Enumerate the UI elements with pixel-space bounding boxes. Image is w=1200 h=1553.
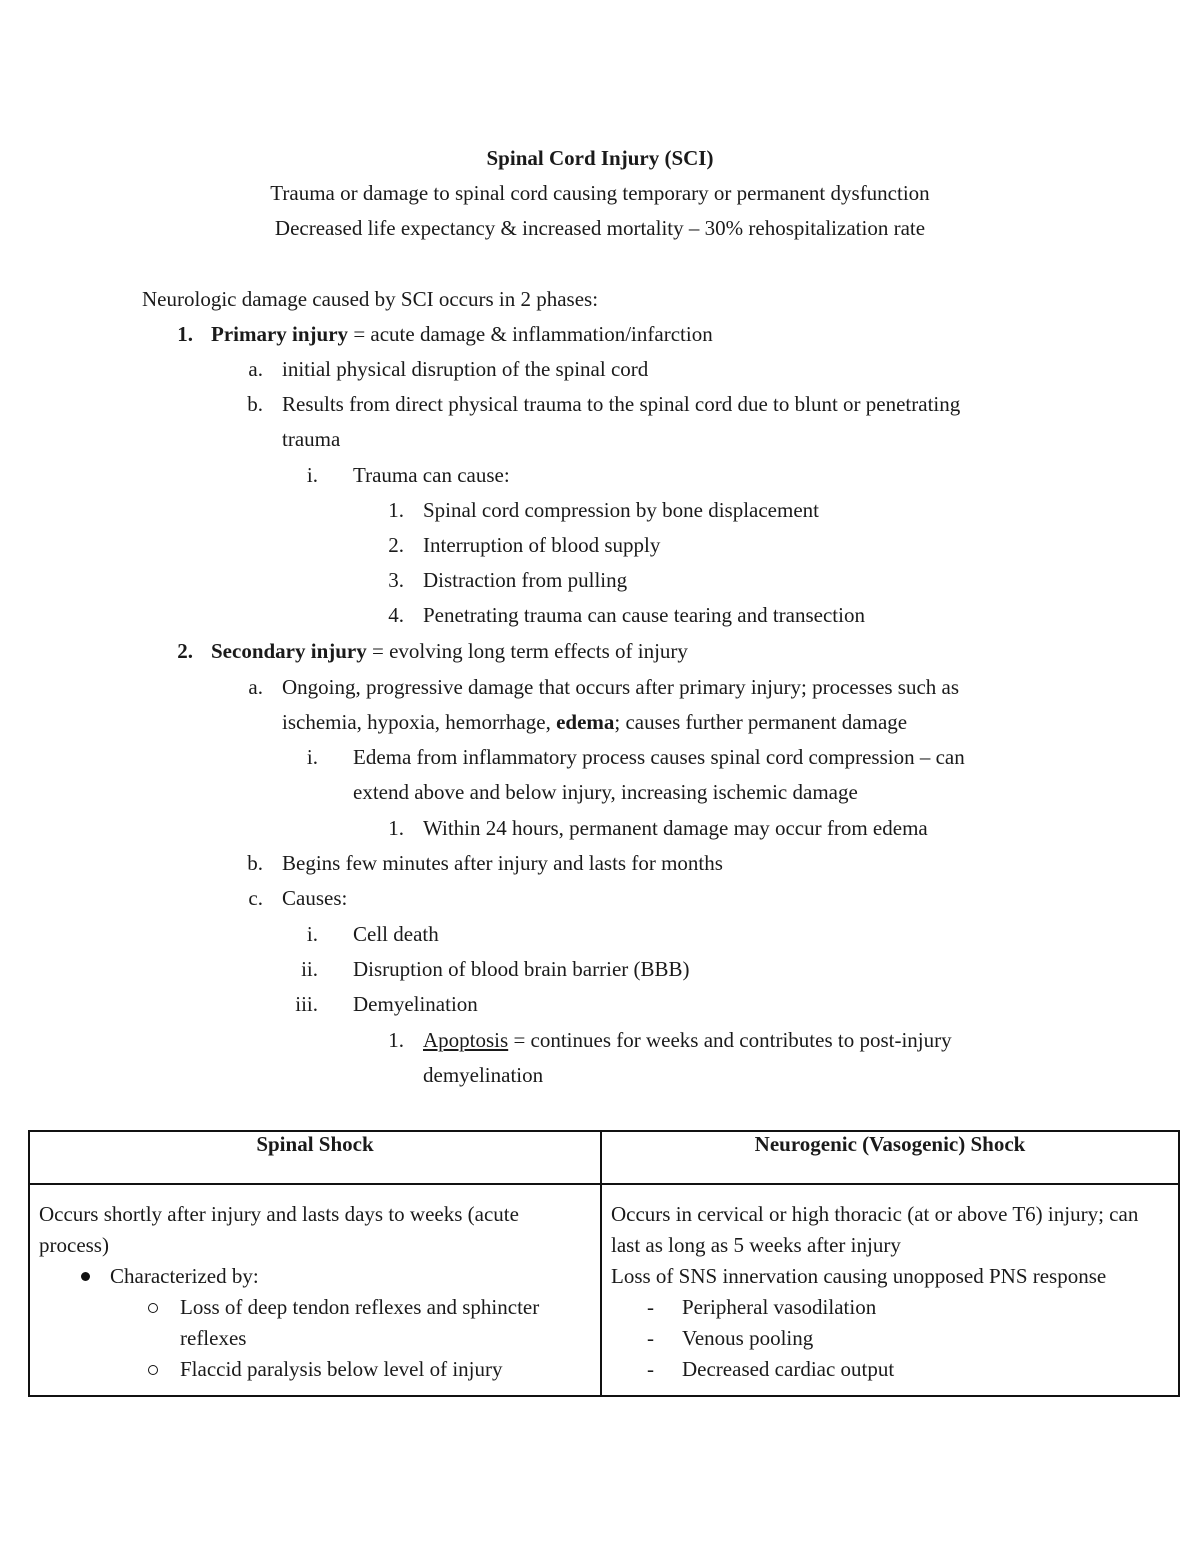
spinal-shock-cell	[29, 1184, 601, 1396]
list-item: Edema from inflammatory process causes spinal cord compression – can	[353, 745, 965, 769]
list-marker: i.	[306, 745, 318, 769]
list-marker: b.	[247, 392, 263, 416]
dash-icon: -	[647, 1357, 654, 1381]
dash-item-text: Decreased cardiac output	[682, 1357, 895, 1381]
table-row	[29, 1184, 1179, 1396]
edema-term: edema	[556, 710, 615, 734]
secondary-injury-term: Secondary injury	[211, 639, 367, 663]
list-item-continued: trauma	[282, 427, 341, 451]
list-marker: a.	[248, 675, 263, 699]
list-item-continued	[282, 708, 907, 736]
list-item: initial physical disruption of the spinal cord	[282, 357, 649, 381]
list-item: Penetrating trauma can cause tearing and transection	[423, 603, 865, 627]
dash-item	[611, 1354, 1170, 1385]
cell-text: process)	[39, 1233, 109, 1257]
list-item	[423, 1026, 952, 1054]
primary-injury-term: Primary injury	[211, 322, 349, 346]
edema-post: ; causes further permanent damage	[614, 710, 908, 734]
sub-bullet-item	[39, 1354, 592, 1385]
list-marker: 1.	[388, 498, 404, 522]
table-header-row	[29, 1131, 1179, 1184]
cell-text: last as long as 5 weeks after injury	[611, 1233, 901, 1257]
sub-bullet-text: Loss of deep tendon reflexes and sphincter reflexes	[180, 1295, 540, 1350]
subtitle-definition: Trauma or damage to spinal cord causing temporary or permanent dysfunction	[270, 181, 930, 205]
subtitle-mortality: Decreased life expectancy & increased mortality – 30% rehospitalization rate	[274, 216, 926, 240]
apoptosis-term: Apoptosis	[423, 1028, 509, 1052]
sub-bullet-item	[39, 1292, 592, 1354]
list-item: Begins few minutes after injury and lasts for months	[282, 851, 723, 875]
primary-injury-heading	[211, 320, 713, 348]
header-neurogenic-shock: Neurogenic (Vasogenic) Shock	[601, 1131, 1179, 1184]
bullet-circle-icon	[148, 1365, 158, 1375]
list-marker: 4.	[388, 603, 404, 627]
cell-text: Occurs in cervical or high thoracic (at or above T6) injury; can	[611, 1202, 1139, 1226]
list-item: Cell death	[353, 922, 439, 946]
list-item: Causes:	[282, 886, 348, 910]
header-spinal-shock: Spinal Shock	[29, 1131, 601, 1184]
dash-icon: -	[647, 1295, 654, 1319]
list-item: Trauma can cause:	[353, 463, 510, 487]
shock-comparison-table	[28, 1130, 1180, 1397]
edema-pre: ischemia, hypoxia, hemorrhage,	[282, 710, 557, 734]
list-marker: c.	[248, 886, 263, 910]
list-marker: ii.	[301, 957, 318, 981]
list-marker: 1.	[177, 322, 193, 346]
dash-item-text: Peripheral vasodilation	[682, 1295, 877, 1319]
cell-text: Occurs shortly after injury and lasts days to weeks (acute	[39, 1202, 519, 1226]
list-item-continued: demyelination	[423, 1063, 544, 1087]
page-title: Spinal Cord Injury (SCI)	[486, 146, 714, 170]
list-marker: 2.	[177, 639, 193, 663]
list-item: Demyelination	[353, 992, 478, 1016]
neurogenic-shock-cell	[601, 1184, 1179, 1396]
list-item: Disruption of blood brain barrier (BBB)	[353, 957, 690, 981]
bullet-item	[39, 1261, 592, 1292]
list-item: Results from direct physical trauma to the spinal cord due to blunt or penetrating	[282, 392, 961, 416]
dash-icon: -	[647, 1326, 654, 1350]
list-item: Ongoing, progressive damage that occurs after primary injury; processes such as	[282, 675, 960, 699]
list-marker: 2.	[388, 533, 404, 557]
list-item-continued: extend above and below injury, increasing ischemic damage	[353, 780, 858, 804]
list-item: Distraction from pulling	[423, 568, 628, 592]
apoptosis-definition: = continues for weeks and contributes to post-injury	[508, 1028, 952, 1052]
dash-item-text: Venous pooling	[682, 1326, 814, 1350]
dash-item	[611, 1323, 1170, 1354]
dash-item	[611, 1292, 1170, 1323]
secondary-injury-heading	[211, 637, 688, 665]
list-marker: b.	[247, 851, 263, 875]
list-item: Interruption of blood supply	[423, 533, 661, 557]
bullet-text: Characterized by:	[110, 1264, 259, 1288]
list-marker: i.	[306, 922, 318, 946]
list-marker: 3.	[388, 568, 404, 592]
list-marker: a.	[248, 357, 263, 381]
secondary-injury-definition: = evolving long term effects of injury	[366, 639, 688, 663]
bullet-dot-icon	[81, 1272, 90, 1281]
list-item: Within 24 hours, permanent damage may occur from edema	[423, 816, 928, 840]
list-marker: 1.	[388, 816, 404, 840]
list-marker: 1.	[388, 1028, 404, 1052]
list-item: Spinal cord compression by bone displacement	[423, 498, 819, 522]
bullet-circle-icon	[148, 1303, 158, 1313]
outline-intro: Neurologic damage caused by SCI occurs in 2 phases:	[142, 287, 599, 311]
list-marker: i.	[306, 463, 318, 487]
sub-bullet-text: Flaccid paralysis below level of injury	[180, 1357, 503, 1381]
primary-injury-definition: = acute damage & inflammation/infarction	[348, 322, 713, 346]
cell-text: Loss of SNS innervation causing unopposed PNS response	[611, 1264, 1107, 1288]
list-marker: iii.	[295, 992, 318, 1016]
